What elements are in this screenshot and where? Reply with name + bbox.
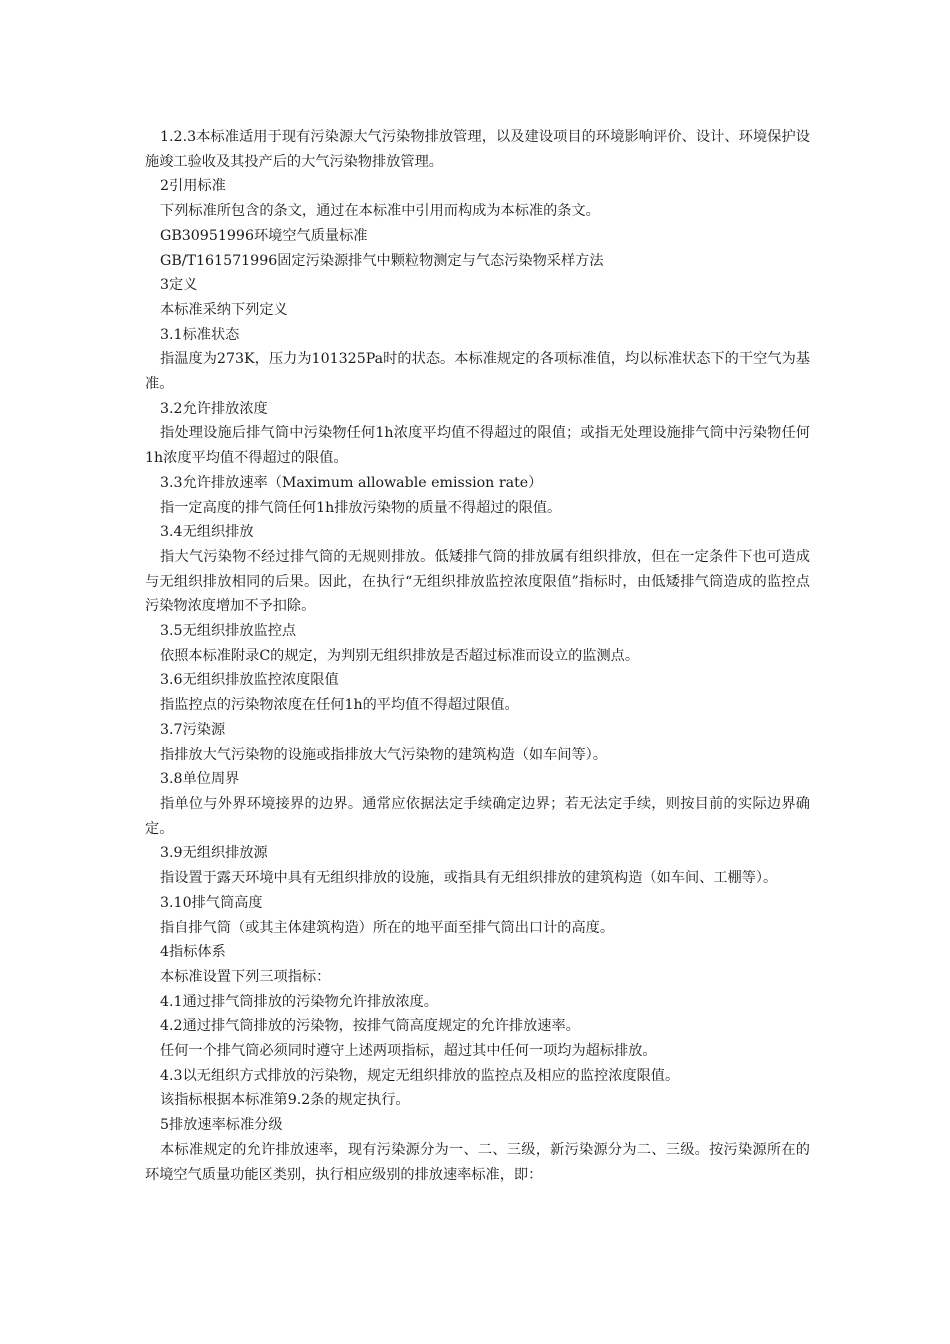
subsection-heading: 3.6无组织排放监控浓度限值: [160, 672, 339, 689]
subsection-heading: 3.5无组织排放监控点: [160, 623, 297, 640]
standard-reference: GB30951996环境空气质量标准: [160, 227, 368, 244]
paragraph: 指设置于露天环境中具有无组织排放的设施，或指具有无组织排放的建筑构造（如车间、工棚等）。: [160, 870, 778, 887]
paragraph: 指自排气筒（或其主体建筑构造）所在的地平面至排气筒出口计的高度。: [160, 919, 615, 936]
paragraph: 指一定高度的排气筒任何1h排放污染物的质量不得超过的限值。: [160, 499, 562, 516]
subsection-heading: 3.4无组织排放: [160, 524, 254, 541]
section-heading: 2引用标准: [160, 178, 226, 195]
paragraph: 指单位与外界环境接界的边界。通常应依据法定手续确定边界；若无法定手续，则按目前的实际边界确定。: [145, 795, 810, 837]
document-page: [145, 125, 810, 1187]
section-heading: 4指标体系: [160, 944, 226, 961]
paragraph: 1.2.3本标准适用于现有污染源大气污染物排放管理，以及建设项目的环境影响评价、设计、环境保护设施竣工验收及其投产后的大气污染物排放管理。: [145, 129, 810, 170]
paragraph: 本标准采纳下列定义: [160, 301, 288, 318]
paragraph: 下列标准所包含的条文，通过在本标准中引用而构成为本标准的条文。: [160, 203, 600, 220]
subsection-heading: 3.3允许排放速率（Maximum allowable emission rate）: [160, 474, 543, 491]
paragraph: 依照本标准附录C的规定，为判别无组织排放是否超过标准而设立的监测点。: [160, 647, 640, 664]
paragraph: 任何一个排气筒必须同时遵守上述两项指标，超过其中任何一项均为超标排放。: [160, 1043, 657, 1060]
subsection-heading: 3.2允许排放浓度: [160, 400, 268, 417]
standard-reference: GB/T161571996固定污染源排气中颗粒物测定与气态污染物采样方法: [160, 252, 604, 269]
subsection-heading: 3.9无组织排放源: [160, 845, 268, 862]
subsection-heading: 3.7污染源: [160, 721, 226, 738]
paragraph: 指排放大气污染物的设施或指排放大气污染物的建筑构造（如车间等）。: [160, 746, 607, 763]
paragraph: 4.1通过排气筒排放的污染物允许排放浓度。: [160, 993, 438, 1010]
paragraph: 4.2通过排气筒排放的污染物，按排气筒高度规定的允许排放速率。: [160, 1018, 580, 1035]
paragraph: 指温度为273K，压力为101325Pa时的状态。本标准规定的各项标准值，均以标准状态下的干空气为基准。: [145, 351, 810, 393]
paragraph: 本标准设置下列三项指标：: [160, 968, 331, 985]
subsection-heading: 3.8单位周界: [160, 771, 240, 788]
paragraph: 该指标根据本标准第9.2条的规定执行。: [160, 1092, 410, 1109]
paragraph: 本标准规定的允许排放速率，现有污染源分为一、二、三级，新污染源分为二、三级。按污染源所在的环境空气质量功能区类别，执行相应级别的排放速率标准，即：: [145, 1141, 810, 1183]
section-heading: 3定义: [160, 277, 198, 294]
paragraph: 指大气污染物不经过排气筒的无规则排放。低矮排气筒的排放属有组织排放，但在一定条件下也可造成与无组织排放相同的后果。因此，在执行“无组织排放监控浓度限值”指标时，由低矮排气筒造成的监控点污染物浓度增加不予扣除。: [145, 548, 810, 615]
subsection-heading: 3.1标准状态: [160, 326, 240, 343]
paragraph: 4.3以无组织方式排放的污染物，规定无组织排放的监控点及相应的监控浓度限值。: [160, 1067, 680, 1084]
paragraph: 指处理设施后排气筒中污染物任何1h浓度平均值不得超过的限值；或指无处理设施排气筒中污染物任何1h浓度平均值不得超过的限值。: [145, 425, 810, 467]
subsection-heading: 3.10排气筒高度: [160, 894, 263, 911]
paragraph: 指监控点的污染物浓度在任何1h的平均值不得超过限值。: [160, 697, 519, 714]
section-heading: 5排放速率标准分级: [160, 1117, 283, 1134]
